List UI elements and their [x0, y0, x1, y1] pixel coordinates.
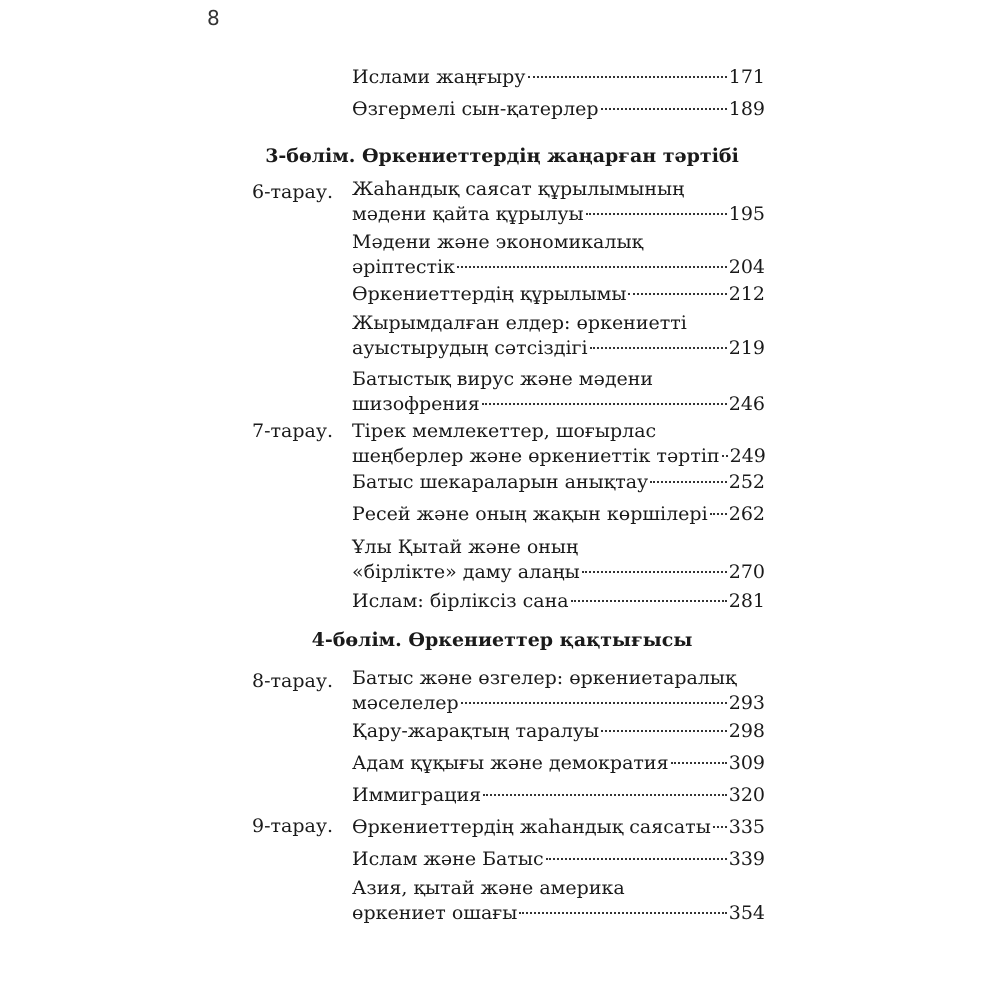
- toc-entry[interactable]: [352, 589, 765, 614]
- toc-entry[interactable]: [352, 97, 765, 122]
- toc-entry[interactable]: [352, 177, 765, 227]
- entry-page-number: 298: [728, 720, 765, 742]
- toc-entry[interactable]: [352, 470, 765, 495]
- dot-leader: [713, 826, 727, 828]
- chapter-label: 9-тарау.: [252, 815, 334, 837]
- entry-title: Ислам: бірліксіз сана: [352, 590, 569, 612]
- entry-title: Иммиграция: [352, 784, 482, 806]
- toc-entry[interactable]: [352, 666, 765, 716]
- entry-line: [352, 255, 765, 280]
- entry-line: [352, 444, 765, 469]
- toc-entry[interactable]: [352, 751, 765, 776]
- entry-line: [352, 97, 765, 122]
- chapter-label: 6-тарау.: [252, 181, 334, 203]
- entry-page-number: 339: [728, 848, 765, 870]
- entry-line: [352, 589, 765, 614]
- toc-entry[interactable]: [352, 535, 765, 585]
- entry-title: ауыстырудың сәтсіздігі: [352, 337, 588, 359]
- entry-page-number: 212: [728, 283, 765, 305]
- entry-line: [352, 502, 765, 527]
- entry-line: [352, 560, 765, 585]
- entry-page-number: 354: [728, 902, 765, 924]
- entry-title: Батыс және өзгелер: өркениетаралық: [352, 667, 737, 689]
- entry-line: [352, 202, 765, 227]
- entry-line: [352, 719, 765, 744]
- toc-entry[interactable]: [352, 815, 765, 840]
- entry-page-number: 219: [728, 337, 765, 359]
- chapter-label: 8-тарау.: [252, 670, 334, 692]
- toc-entry[interactable]: [352, 847, 765, 872]
- entry-title: Ұлы Қытай және оның: [352, 536, 579, 558]
- entry-title: Тірек мемлекеттер, шоғырлас: [352, 420, 657, 442]
- entry-line: [352, 691, 765, 716]
- dot-leader: [710, 513, 727, 515]
- entry-title: әріптестік: [352, 256, 456, 278]
- page-number: 8: [207, 6, 220, 30]
- toc-entry[interactable]: [352, 419, 765, 469]
- entry-line: [352, 783, 765, 808]
- entry-title: мәселелер: [352, 692, 459, 714]
- entry-line: [352, 901, 765, 926]
- entry-title: Адам құқығы және демократия: [352, 752, 669, 774]
- dot-leader: [671, 762, 727, 764]
- toc-entry[interactable]: [352, 719, 765, 744]
- entry-line: [352, 282, 765, 307]
- entry-line: [352, 815, 765, 840]
- entry-title: мәдени қайта құрылуы: [352, 203, 584, 225]
- entry-page-number: 309: [728, 752, 765, 774]
- entry-title: шизофрения: [352, 393, 480, 415]
- entry-title: «бірлікте» даму алаңы: [352, 561, 580, 583]
- toc-entry[interactable]: [352, 65, 765, 90]
- entry-title: Мәдени және экономикалық: [352, 231, 644, 253]
- entry-page-number: 249: [729, 445, 766, 467]
- entry-page-number: 246: [728, 393, 765, 415]
- entry-title: Өркениеттердің құрылымы: [352, 283, 627, 305]
- entry-title: Азия, қытай және америка: [352, 877, 625, 899]
- dot-leader: [582, 571, 727, 573]
- entry-title: Батыстық вирус және мәдени: [352, 368, 654, 390]
- dot-leader: [590, 347, 727, 349]
- toc-entry[interactable]: [352, 367, 765, 417]
- dot-leader: [601, 730, 727, 732]
- entry-title: Жаһандық саясат құрылымының: [352, 178, 685, 200]
- dot-leader: [483, 794, 727, 796]
- entry-page-number: 204: [728, 256, 765, 278]
- entry-title: Қару-жарақтың таралуы: [352, 720, 600, 742]
- entry-page-number: 320: [728, 784, 765, 806]
- toc-entry[interactable]: [352, 311, 765, 361]
- entry-line: [352, 470, 765, 495]
- dot-leader: [519, 912, 726, 914]
- entry-page-number: 335: [728, 816, 765, 838]
- entry-page-number: 171: [728, 66, 765, 88]
- dot-leader: [546, 858, 727, 860]
- entry-page-number: 270: [728, 561, 765, 583]
- entry-title: Жырымдалған елдер: өркениетті: [352, 312, 687, 334]
- section-heading: 3-бөлім. Өркениеттердің жаңарған тәртібі: [265, 145, 739, 167]
- entry-title: Ислам және Батыс: [352, 848, 544, 870]
- entry-title: Өзгермелі сын-қатерлер: [352, 98, 599, 120]
- entry-line: [352, 65, 765, 90]
- entry-title: Ислами жаңғыру: [352, 66, 526, 88]
- entry-line: [352, 392, 765, 417]
- entry-line: [352, 751, 765, 776]
- entry-page-number: 252: [728, 471, 765, 493]
- dot-leader: [628, 293, 726, 295]
- dot-leader: [722, 455, 728, 457]
- toc-entry[interactable]: [352, 876, 765, 926]
- toc-entry[interactable]: [352, 230, 765, 280]
- toc-entry[interactable]: [352, 502, 765, 527]
- entry-title: Батыс шекараларын анықтау: [352, 471, 649, 493]
- entry-page-number: 262: [728, 503, 765, 525]
- dot-leader: [601, 108, 727, 110]
- entry-title: өркениет ошағы: [352, 902, 518, 924]
- entry-page-number: 281: [728, 590, 765, 612]
- dot-leader: [650, 481, 726, 483]
- entry-page-number: 293: [728, 692, 765, 714]
- toc-entry[interactable]: [352, 282, 765, 307]
- dot-leader: [482, 403, 727, 405]
- entry-title: Өркениеттердің жаһандық саясаты: [352, 816, 711, 838]
- entry-title: Ресей және оның жақын көршілері: [352, 503, 708, 525]
- entry-page-number: 195: [728, 203, 765, 225]
- dot-leader: [571, 600, 727, 602]
- toc-entry[interactable]: [352, 783, 765, 808]
- entry-title: шеңберлер және өркениеттік тәртіп: [352, 445, 720, 467]
- entry-page-number: 189: [728, 98, 765, 120]
- section-heading: 4-бөлім. Өркениеттер қақтығысы: [311, 629, 693, 651]
- entry-line: [352, 847, 765, 872]
- entry-line: [352, 336, 765, 361]
- dot-leader: [461, 702, 727, 704]
- dot-leader: [586, 213, 727, 215]
- dot-leader: [528, 76, 727, 78]
- chapter-label: 7-тарау.: [252, 420, 334, 442]
- dot-leader: [457, 266, 727, 268]
